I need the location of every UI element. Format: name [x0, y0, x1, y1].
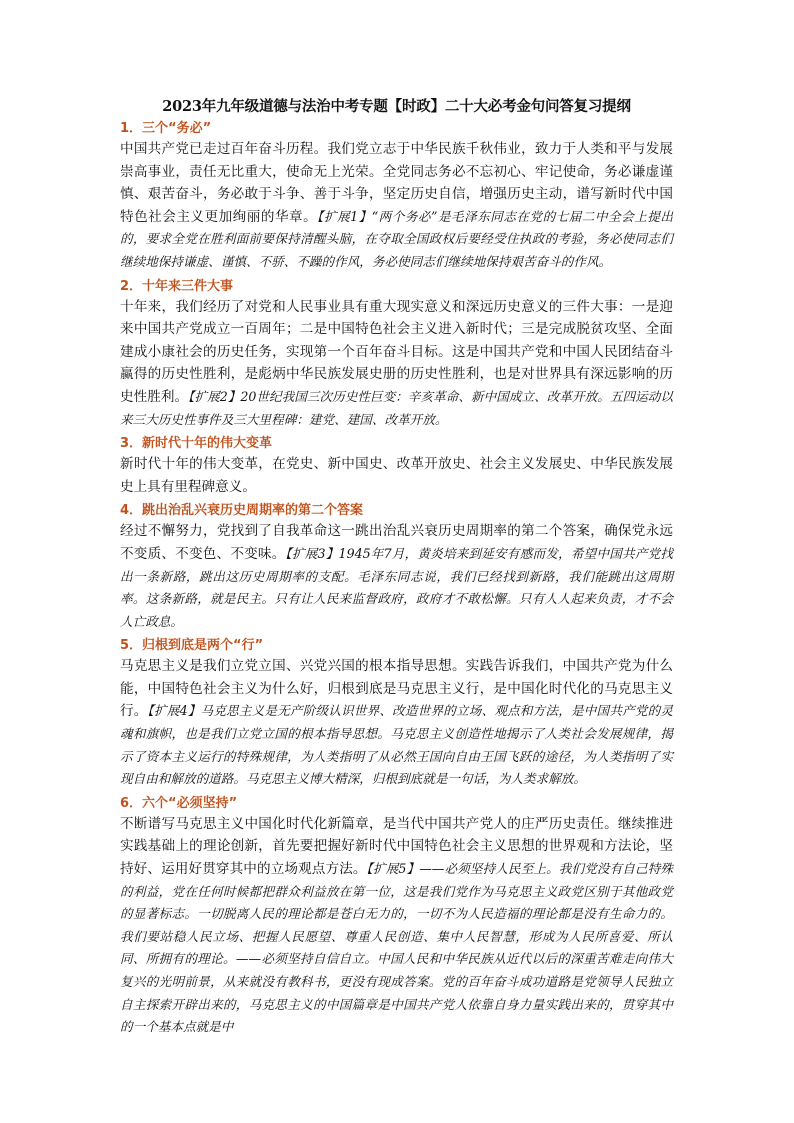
section-body — [120, 453, 673, 498]
section-4 — [120, 501, 673, 633]
section-text: 十年来，我们经历了对党和人民事业具有重大现实意义和深远历史意义的三件大事：一是迎来中国共产党成立一百周年；二是中国特色社会主义进入新时代；三是完成脱贫攻坚、全面建成小康社会的历史任务，实现第一个百年奋斗目标。这是中国共产党和中国人民团结奋斗赢得的历史性胜利，是彪炳中华民族发展史册的历史性胜利，也是对世界具有深远影响的历史性胜利。 — [120, 298, 673, 405]
section-body — [120, 296, 673, 432]
section-body — [120, 520, 673, 633]
section-text: 经过不懈努力，党找到了自我革命这一跳出治乱兴衰历史周期率的第二个答案，确保党永远不变质、不变色、不变味。 — [120, 523, 673, 562]
extension-note: 【扩展5】——必须坚持人民至上。我们党没有自己特殊的利益，党在任何时候都把群众利益放在第一位，这是我们党作为马克思主义政党区别于其他政党的显著标志。一切脱离人民的理论都是苍白无力的，一切不为人民造福的理论都是没有生命力的。我们要站稳人民立场、把握人民愿望、尊重人民创造、集中人民智慧，形成为人民所喜爱、所认同、所拥有的理论。——必须坚持自信自立。中国人民和中华民族从近代以后的深重苦难走向伟大复兴的光明前景，从来就没有教科书，更没有现成答案。党的百年奋斗成功道路是党领导人民独立自主探索开辟出来的，马克思主义的中国篇章是中国共产党人依靠自身力量实践出来的，贯穿其中的一个基本点就是中 — [120, 861, 673, 1035]
section-heading: 3．新时代十年的伟大变革 — [120, 436, 273, 452]
section-text: 中国共产党已走过百年奋斗历程。我们党立志于中华民族千秋伟业，致力于人类和平与发展崇高事业，责任无比重大，使命无上光荣。全党同志务必不忘初心、牢记使命，务必谦虚谨慎、艰苦奋斗，务必敢于斗争、善于斗争，坚定历史自信，增强历史主动，谱写新时代中国特色社会主义更加绚丽的华章。 — [120, 141, 673, 225]
section-body — [120, 138, 673, 274]
section-2 — [120, 277, 673, 432]
document-title: 2023年九年级道德与法治中考专题【时政】二十大必考金句问答复习提纲 — [162, 98, 631, 115]
section-heading: 4．跳出治乱兴衰历史周期率的第二个答案 — [120, 503, 364, 519]
section-5 — [120, 636, 673, 791]
extension-note: 【扩展3】1945年7月，黄炎培来到延安有感而发，希望中国共产党找出一条新路，跳出这历史周期率的支配。毛泽东同志说，我们已经找到新路，我们能跳出这周期率。这条新路，就是民主。只有让人民来监督政府，政府才不敢松懈。只有人人起来负责，才不会人亡政息。 — [120, 545, 673, 629]
section-body — [120, 813, 673, 1039]
document-page — [120, 97, 673, 1042]
extension-note: 【扩展2】20世纪我国三次历史性巨变：辛亥革命、新中国成立、改革开放。五四运动以来三大历史性事件及三大里程碑：建党、建国、改革开放。 — [120, 388, 673, 427]
extension-note: 【扩展4】马克思主义是无产阶级认识世界、改造世界的立场、观点和方法，是中国共产党的灵魂和旗帜，也是我们立党立国的根本指导思想。马克思主义创造性地揭示了人类社会发展规律，揭示了资本主义运行的特殊规律，为人类指明了从必然王国向自由王国飞跃的途径，为人类指明了实现自由和解放的道路。马克思主义博大精深，归根到底就是一句话，为人类求解放。 — [120, 703, 674, 787]
section-heading: 5．归根到底是两个“行” — [120, 638, 264, 654]
section-text: 不断谱写马克思主义中国化时代化新篇章，是当代中国共产党人的庄严历史责任。继续推进实践基础上的理论创新，首先要把握好新时代中国特色社会主义思想的世界观和方法论，坚持好、运用好贯穿其中的立场观点方法。 — [120, 815, 673, 878]
section-text: 马克思主义是我们立党立国、兴党兴国的根本指导思想。实践告诉我们，中国共产党为什么能，中国特色社会主义为什么好，归根到底是马克思主义行，是中国化时代化的马克思主义行。 — [120, 658, 673, 720]
section-heading: 6．六个“必须坚持” — [120, 795, 238, 811]
section-3 — [120, 434, 673, 498]
section-text: 新时代十年的伟大变革，在党史、新中国史、改革开放史、社会主义发展史、中华民族发展史上具有里程碑意义。 — [120, 456, 673, 495]
section-body — [120, 655, 673, 791]
section-heading: 1．三个“务必” — [120, 121, 212, 136]
extension-note: 【扩展1】“两个务必”是毛泽东同志在党的七届二中全会上提出的，要求全党在胜利面前要保持清醒头脑，在夺取全国政权后要经受住执政的考验，务必使同志们继续地保持谦虚、谨慎、不骄、不躁的作风，务必使同志们继续地保持艰苦奋斗的作风。 — [120, 208, 674, 269]
section-6 — [120, 794, 673, 1039]
section-1 — [120, 119, 673, 274]
section-heading: 2．十年来三件大事 — [120, 278, 234, 294]
